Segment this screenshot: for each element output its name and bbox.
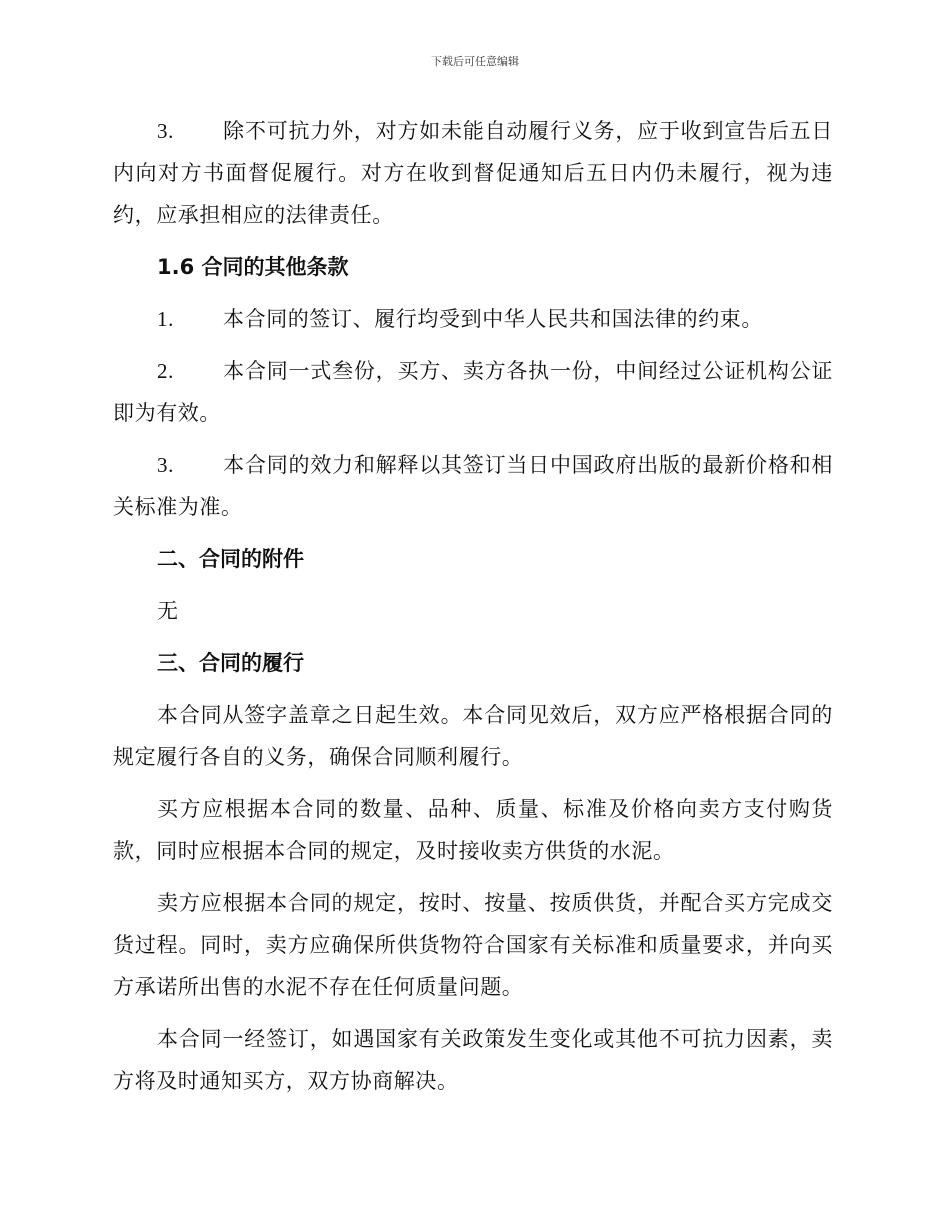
clause-number: 3. [157,119,174,143]
clause-number: 1. [157,307,174,331]
clause-1-5-3 [113,110,833,236]
clause-number: 2. [157,359,174,383]
section-2-body: 无 [157,599,178,623]
page-header: 下载后可任意编辑 [431,55,519,68]
clause-text: 本合同一式叁份，买方、卖方各执一份，中间经过公证机构公证即为有效。 [113,359,833,425]
section-3-paragraph: 卖方应根据本合同的规定，按时、按量、按质供货，并配合买方完成交货过程。同时，卖方应确保所供货物符合国家有关标准和质量要求，并向买方承诺所出售的水泥不存在任何质量问题。 [113,891,833,999]
clause-number: 3. [157,453,174,477]
section-1-6-heading: 1.6 合同的其他条款 [157,255,349,279]
section-2-heading: 二、合同的附件 [157,547,304,571]
clause-1-6-2 [113,350,833,434]
section-3-paragraph: 买方应根据本合同的数量、品种、质量、标准及价格向卖方支付购货款，同时应根据本合同的规定，及时接收卖方供货的水泥。 [113,797,833,863]
section-3-heading: 三、合同的履行 [157,651,304,675]
section-3-paragraph: 本合同从签字盖章之日起生效。本合同见效后，双方应严格根据合同的规定履行各自的义务，确保合同顺利履行。 [113,703,833,769]
clause-1-6-1 [113,298,833,340]
clause-text: 本合同的签订、履行均受到中华人民共和国法律的约束。 [223,307,763,331]
clause-text: 本合同的效力和解释以其签订当日中国政府出版的最新价格和相关标准为准。 [113,453,833,519]
document-body [113,110,833,1112]
clause-1-6-3 [113,444,833,528]
clause-text: 除不可抗力外，对方如未能自动履行义务，应于收到宣告后五日内向对方书面督促履行。对方在收到督促通知后五日内仍未履行，视为违约，应承担相应的法律责任。 [113,119,833,227]
section-3-paragraph: 本合同一经签订，如遇国家有关政策发生变化或其他不可抗力因素，卖方将及时通知买方，双方协商解决。 [113,1027,833,1093]
